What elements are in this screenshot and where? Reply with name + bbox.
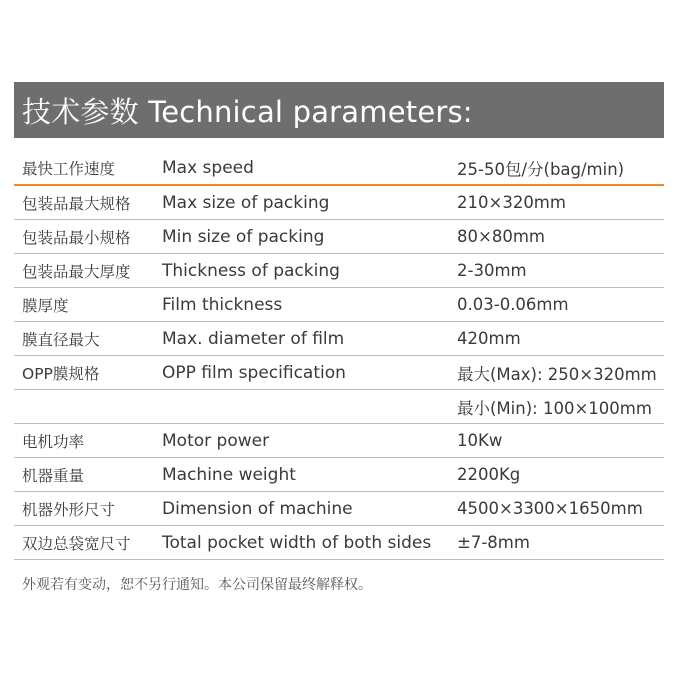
spec-value: ±7-8mm <box>457 533 530 552</box>
table-row <box>14 220 664 254</box>
spec-label-en: Motor power <box>162 430 270 451</box>
spec-label-cn: 电机功率 <box>22 432 85 451</box>
spec-value: 0.03-0.06mm <box>457 295 569 314</box>
spec-label-en: Max speed <box>162 158 254 178</box>
spec-label-cn: 机器外形尺寸 <box>22 500 116 519</box>
spec-value: 420mm <box>457 329 521 348</box>
table-row <box>14 458 664 492</box>
spec-value: 80×80mm <box>457 227 545 246</box>
spec-value: 25-50包/分(bag/min) <box>457 160 625 179</box>
spec-label-cn: 包装品最大厚度 <box>22 262 131 281</box>
table-row <box>14 492 664 526</box>
spec-label-cn: 双边总袋宽尺寸 <box>22 534 131 553</box>
spec-label-cn: 包装品最大规格 <box>22 194 131 213</box>
spec-label-en: Min size of packing <box>162 226 325 247</box>
spec-label-en: Total pocket width of both sides <box>162 532 432 553</box>
spec-label-en: Dimension of machine <box>162 498 353 519</box>
table-row <box>14 356 664 390</box>
page-title: 技术参数 Technical parameters: <box>22 94 473 129</box>
spec-label-en: Film thickness <box>162 294 283 315</box>
spec-label-cn: OPP膜规格 <box>22 364 100 383</box>
spec-label-en: Thickness of packing <box>162 260 340 281</box>
spec-value: 210×320mm <box>457 193 566 212</box>
spec-label-cn: 包装品最小规格 <box>22 228 131 247</box>
table-row <box>14 254 664 288</box>
table-row <box>14 186 664 220</box>
spec-label-cn: 膜直径最大 <box>22 330 100 349</box>
spec-value: 2200Kg <box>457 465 521 484</box>
spec-value: 最小(Min): 100×100mm <box>457 398 652 418</box>
spec-table <box>14 152 664 560</box>
spec-value: 4500×3300×1650mm <box>457 499 643 518</box>
spec-value: 最大(Max): 250×320mm <box>457 364 657 384</box>
spec-value: 2-30mm <box>457 261 527 280</box>
spec-label-en: Machine weight <box>162 464 296 485</box>
footnote: 外观若有变动，恕不另行通知。本公司保留最终解释权。 <box>22 577 372 593</box>
table-row <box>14 526 664 560</box>
spec-label-en: OPP film specification <box>162 362 346 383</box>
spec-label-cn: 机器重量 <box>22 466 85 485</box>
spec-label-cn: 最快工作速度 <box>22 160 116 178</box>
spec-label-en: Max size of packing <box>162 192 330 213</box>
table-row <box>14 390 664 424</box>
spec-label-en: Max. diameter of film <box>162 328 345 349</box>
header-bar <box>14 82 664 138</box>
table-row <box>14 152 664 186</box>
spec-label-cn: 膜厚度 <box>22 296 69 315</box>
spec-value: 10Kw <box>457 431 503 450</box>
table-row <box>14 288 664 322</box>
table-row <box>14 322 664 356</box>
table-row <box>14 424 664 458</box>
spec-sheet <box>14 82 664 594</box>
